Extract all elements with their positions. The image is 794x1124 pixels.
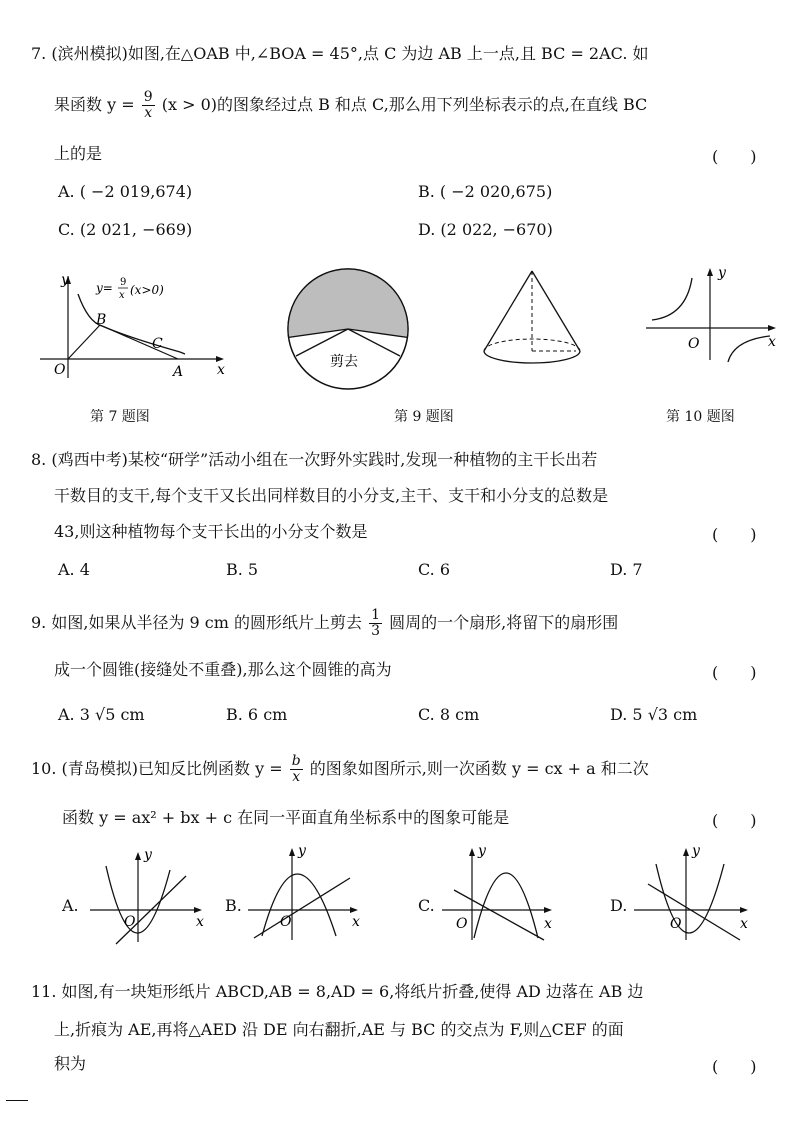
q10b-origin: O — [280, 914, 292, 930]
q10-line-2: 函数 y = ax² + bx + c 在同一平面直角坐标系中的图象可能是 — [62, 808, 510, 827]
q7-option-d: D. (2 022, −670) — [418, 220, 553, 239]
fig7-func-num: 9 — [120, 277, 127, 288]
q9-line-2: 成一个圆锥(接缝处不重叠),那么这个圆锥的高为 — [54, 660, 392, 679]
fig7-point-o: O — [54, 362, 66, 378]
q10-graph-d — [632, 842, 756, 942]
q10-graph-c — [440, 842, 560, 942]
q9-answer-paren: ( ) — [712, 663, 757, 682]
q10-text-a: 10. (青岛模拟)已知反比例函数 y = — [31, 759, 283, 778]
q10-fraction — [290, 754, 303, 785]
fig10-caption: 第 10 题图 — [666, 409, 735, 425]
fig10-x-label: x — [768, 334, 776, 350]
fig7-point-b: B — [96, 312, 107, 328]
fig7-func-domain: (x>0) — [130, 283, 164, 297]
q10b-x-label: x — [352, 914, 360, 930]
q10d-origin: O — [670, 916, 682, 932]
q11-line-1: 11. 如图,有一块矩形纸片 ABCD,AB = 8,AD = 6,将纸片折叠,使得 AD 边落在 AB 边 — [31, 982, 644, 1001]
q10-fraction-denominator: x — [292, 769, 301, 785]
fig7-func-den: x — [119, 290, 125, 301]
q10a-y-label: y — [144, 847, 152, 863]
q10-option-a-label: A. — [62, 896, 79, 915]
q8-line-3: 43,则这种植物每个支干长出的小分支个数是 — [54, 522, 368, 541]
q10c-y-label: y — [478, 843, 486, 859]
q9-fraction-numerator: 1 — [371, 607, 381, 623]
q10a-x-label: x — [196, 914, 204, 930]
q9-option-d: D. 5 √3 cm — [610, 705, 698, 724]
q9-fraction — [369, 608, 382, 639]
cone-figure — [476, 266, 592, 372]
q10-text-b: 的图象如图所示,则一次函数 y = cx + a 和二次 — [309, 759, 649, 778]
q8-option-d: D. 7 — [610, 560, 643, 579]
fig7-point-c: C — [152, 336, 163, 352]
q10-answer-paren: ( ) — [712, 811, 757, 830]
fig9-caption: 第 9 题图 — [394, 409, 454, 425]
q10-option-d-label: D. — [610, 896, 628, 915]
figure-7 — [30, 270, 230, 385]
q9-option-b: B. 6 cm — [226, 705, 288, 724]
q10-graph-b — [246, 842, 366, 942]
fig9-cut-label: 剪去 — [330, 354, 358, 370]
q10-line-1 — [31, 754, 649, 785]
q9-text-a: 9. 如图,如果从半径为 9 cm 的圆形纸片上剪去 — [31, 613, 363, 632]
figure-9 — [270, 264, 426, 394]
fig7-func-prefix: y= — [96, 281, 113, 295]
q7-fraction — [142, 90, 155, 121]
q7-option-c: C. (2 021, −669) — [58, 220, 193, 239]
q8-line-2: 干数目的支干,每个支干又长出同样数目的小分支,主干、支干和小分支的总数是 — [54, 486, 609, 505]
fig10-origin: O — [688, 336, 700, 352]
q7-option-b: B. ( −2 020,675) — [418, 182, 553, 201]
q7-line-1: 7. (滨州模拟)如图,在△OAB 中,∠BOA = 45°,点 C 为边 AB 上一点,且 BC = 2AC. 如 — [31, 44, 649, 63]
q7-func-suffix: (x > 0)的图象经过点 B 和点 C,那么用下列坐标表示的点,在直线 BC — [161, 95, 648, 114]
q7-func-prefix: 果函数 y = — [54, 95, 135, 114]
q10b-y-label: y — [298, 843, 306, 859]
q11-line-2: 上,折痕为 AE,再将△AED 沿 DE 向右翻折,AE 与 BC 的交点为 F,则△CEF 的面 — [54, 1020, 624, 1039]
fig7-x-label: x — [217, 362, 225, 378]
fig7-caption: 第 7 题图 — [90, 409, 150, 425]
q8-line-1: 8. (鸡西中考)某校“研学”活动小组在一次野外实践时,发现一种植物的主干长出若 — [31, 450, 598, 469]
q9-fraction-denominator: 3 — [371, 623, 381, 639]
q10d-y-label: y — [692, 843, 700, 859]
q7-answer-paren: ( ) — [712, 147, 757, 166]
q7-line-2 — [54, 90, 647, 121]
q10d-x-label: x — [740, 916, 748, 932]
q10-option-c-label: C. — [418, 896, 435, 915]
q8-answer-paren: ( ) — [712, 525, 757, 544]
footer-rule — [6, 1100, 28, 1101]
q8-option-c: C. 6 — [418, 560, 451, 579]
fig7-point-a: A — [173, 364, 184, 380]
q8-option-b: B. 5 — [226, 560, 259, 579]
q9-option-c: C. 8 cm — [418, 705, 480, 724]
q10-graph-a — [88, 846, 208, 946]
q9-line-1 — [31, 608, 618, 639]
q7-fraction-numerator: 9 — [143, 89, 153, 105]
q9-text-b: 圆周的一个扇形,将留下的扇形围 — [389, 613, 619, 632]
q7-fraction-denominator: x — [144, 105, 153, 121]
q10c-origin: O — [456, 916, 468, 932]
fig7-y-label: y — [61, 272, 69, 288]
q11-answer-paren: ( ) — [712, 1057, 757, 1076]
q8-option-a: A. 4 — [58, 560, 90, 579]
q10a-origin: O — [124, 914, 136, 930]
q10c-x-label: x — [544, 916, 552, 932]
q10-option-b-label: B. — [225, 896, 242, 915]
q9-option-a: A. 3 √5 cm — [58, 705, 145, 724]
q11-line-3: 积为 — [54, 1054, 87, 1073]
q7-option-a: A. ( −2 019,674) — [58, 182, 193, 201]
figure-10 — [644, 262, 780, 364]
fig10-y-label: y — [718, 265, 726, 281]
q10-fraction-numerator: b — [291, 753, 301, 769]
q7-line-3: 上的是 — [54, 144, 103, 163]
